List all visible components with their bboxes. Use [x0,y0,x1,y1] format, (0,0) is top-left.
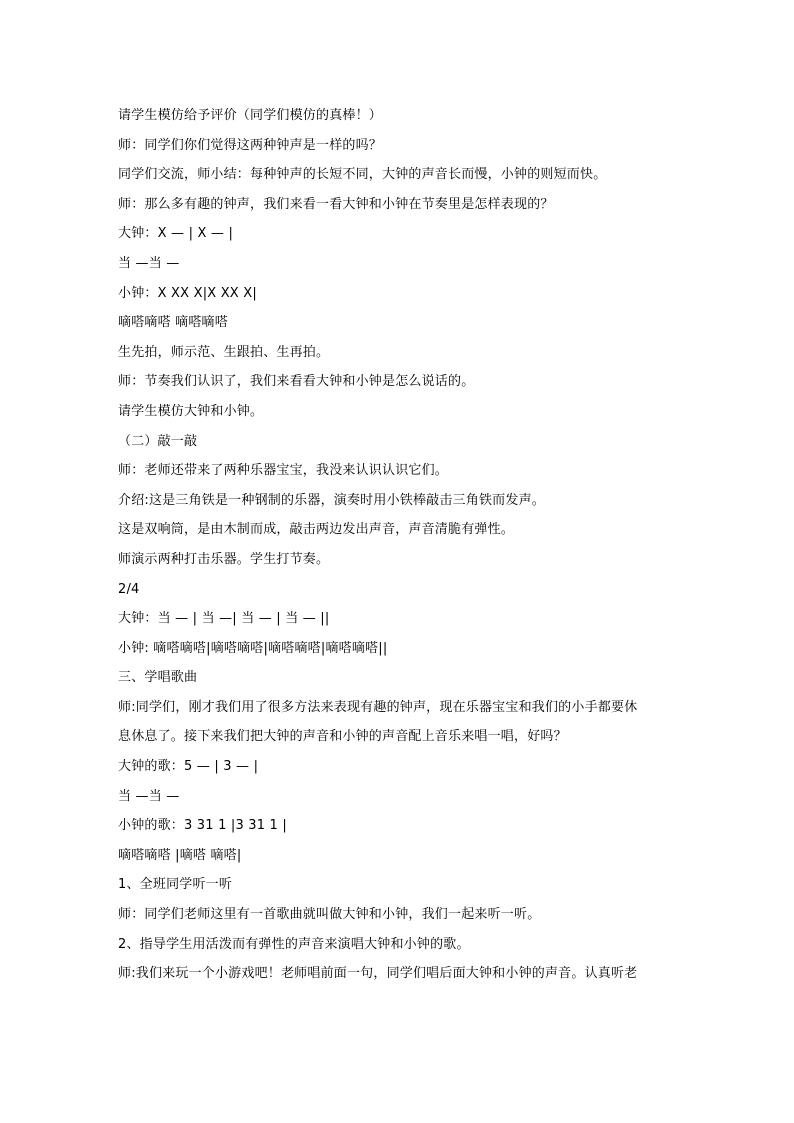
section-heading: （二）敲一敲 [118,433,198,449]
text-line: 小钟的歌：3 31 1 |3 31 1 | [118,818,287,834]
text-line: 师:同学们，刚才我们用了很多方法来表现有趣的钟声，现在乐器宝宝和我们的小手都要休 [118,699,638,715]
text-line: 师：同学们你们觉得这两种钟声是一样的吗？ [118,137,383,153]
section-heading: 三、学唱歌曲 [118,670,198,686]
text-line: 息休息了。接下来我们把大钟的声音和小钟的声音配上音乐来唱一唱，好吗？ [118,729,567,745]
text-line: 2、指导学生用活泼而有弹性的声音来演唱大钟和小钟的歌。 [118,936,470,952]
text-line: 当 —当 — [118,788,180,804]
text-line: 请学生模仿大钟和小钟。 [118,403,264,419]
text-line: 大钟：当 — | 当 —| 当 — | 当 — || [118,611,330,627]
text-line: 1、全班同学听一听 [118,877,233,893]
text-line: 生先拍，师示范、生跟拍、生再拍。 [118,344,330,360]
text-line: 介绍:这是三角铁是一种钢制的乐器，演奏时用小铁棒敲击三角铁而发声。 [118,492,545,508]
text-line: 师演示两种打击乐器。学生打节奏。 [118,551,330,567]
text-line: 大钟的歌：5 — | 3 — | [118,759,259,775]
text-line: 师:我们来玩一个小游戏吧！老师唱前面一句，同学们唱后面大钟和小钟的声音。认真听老 [118,966,638,982]
text-line: 请学生模仿给予评价（同学们模仿的真棒！） [118,108,383,123]
text-line: 师：同学们老师这里有一首歌曲就叫做大钟和小钟，我们一起来听一听。 [118,907,541,923]
document-body [118,101,688,989]
text-line: 嘀嗒嘀嗒 嘀嗒嘀嗒 [118,315,228,331]
text-line: 当 —当 — [118,255,180,271]
text-line: 这是双响筒，是由木制而成，敲击两边发出声音，声音清脆有弹性。 [118,522,515,538]
text-line: 师：节奏我们认识了，我们来看看大钟和小钟是怎么说话的。 [118,374,475,390]
text-line: 小钟: 嘀嗒嘀嗒|嘀嗒嘀嗒|嘀嗒嘀嗒|嘀嗒嘀嗒|| [118,640,388,656]
text-line: 小钟：X XX X|X XX X| [118,285,257,301]
text-line: 同学们交流，师小结：每种钟声的长短不同，大钟的声音长而慢，小钟的则短而快。 [118,167,607,183]
time-signature: 2/4 [118,581,140,597]
text-line: 嘀嗒嘀嗒 |嘀嗒 嘀嗒| [118,847,242,863]
text-line: 师：那么多有趣的钟声，我们来看一看大钟和小钟在节奏里是怎样表现的？ [118,196,554,212]
text-line: 师：老师还带来了两种乐器宝宝，我没来认识认识它们。 [118,463,449,479]
text-line: 大钟：X — | X — | [118,226,234,242]
